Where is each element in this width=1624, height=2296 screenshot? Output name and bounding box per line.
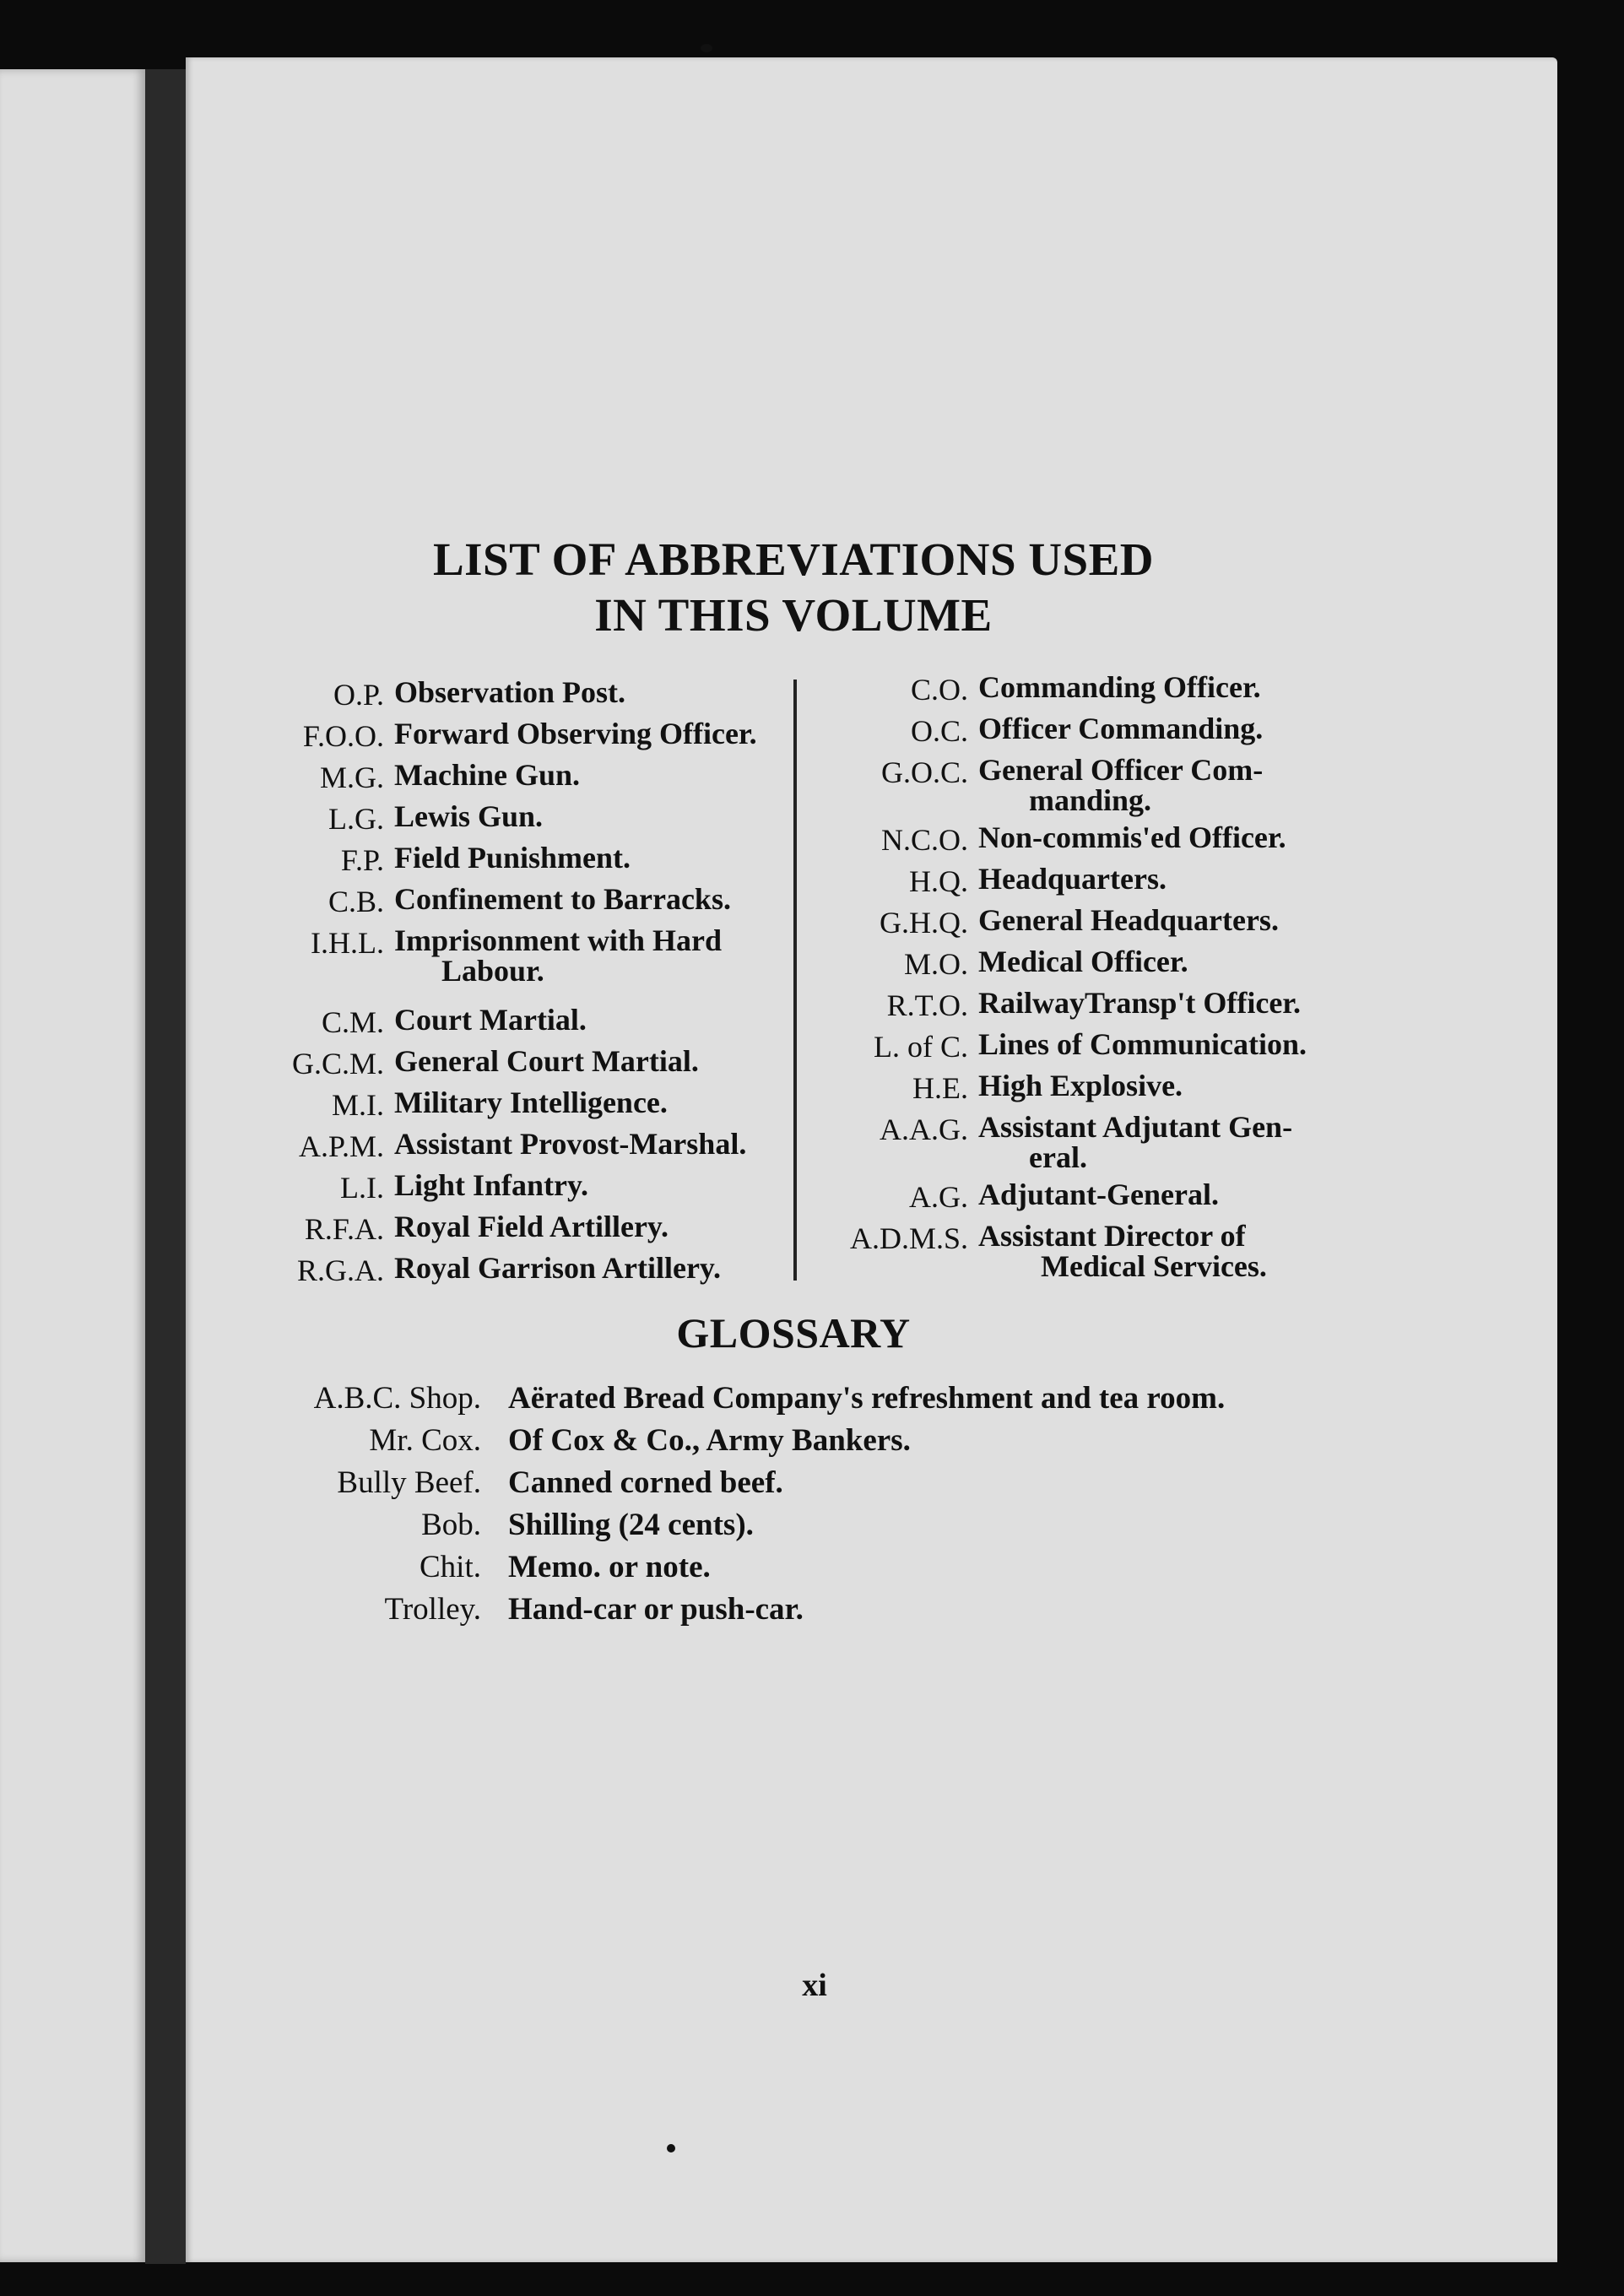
- page-title: [270, 532, 1317, 643]
- abbr-definition: Headquarters.: [978, 862, 1167, 896]
- book-spine: [145, 69, 186, 2264]
- abbr-definition: Light Infantry.: [394, 1168, 589, 1202]
- abbr-term: R.T.O.: [886, 988, 968, 1022]
- abbr-row: [810, 864, 1334, 905]
- abbr-term: M.O.: [903, 947, 968, 981]
- abbr-definition-continuation: manding.: [1029, 783, 1152, 817]
- abbr-row: [810, 1070, 1334, 1112]
- abbr-definition: Lines of Communication.: [978, 1027, 1307, 1061]
- glossary-term: A.B.C. Shop.: [313, 1381, 481, 1416]
- abbr-definition-line: Assistant Adjutant Gen-: [978, 1110, 1293, 1144]
- glossary-definition: Aërated Bread Company's refreshment and tea room.: [508, 1381, 1226, 1416]
- abbr-definition: Military Intelligence.: [394, 1086, 668, 1119]
- abbr-row: [810, 1179, 1334, 1221]
- glossary-definition: Canned corned beef.: [508, 1465, 783, 1500]
- glossary-row: [253, 1591, 1351, 1633]
- abbr-definition: Forward Observing Officer.: [394, 717, 757, 750]
- abbr-row: [245, 925, 793, 1004]
- abbr-term: O.C.: [910, 714, 968, 748]
- abbr-definition: Machine Gun.: [394, 758, 581, 792]
- abbr-definition: General Headquarters.: [978, 903, 1279, 937]
- abbr-term: A.P.M.: [298, 1129, 384, 1163]
- abbr-term: L. of C.: [874, 1030, 968, 1064]
- abbr-row: [245, 1211, 793, 1253]
- abbr-definition: Assistant Provost-Marshal.: [394, 1127, 747, 1161]
- abbr-row: [245, 1253, 793, 1294]
- abbr-definition: [978, 755, 1334, 815]
- abbr-row: [810, 755, 1334, 822]
- abbr-term: C.O.: [910, 673, 968, 707]
- abbr-row: [810, 988, 1334, 1029]
- abbr-term: G.O.C.: [880, 755, 968, 789]
- abbr-definition: Court Martial.: [394, 1003, 587, 1037]
- abbr-row: [810, 1112, 1334, 1179]
- abbr-definition: Medical Officer.: [978, 945, 1188, 978]
- abbr-row: [245, 718, 793, 760]
- abbr-definition: RailwayTransp't Officer.: [978, 986, 1301, 1020]
- abbr-row: [245, 1129, 793, 1170]
- abbr-term: N.C.O.: [880, 823, 968, 857]
- abbr-definition-continuation: eral.: [1029, 1140, 1087, 1174]
- abbr-row: [245, 1004, 793, 1046]
- abbr-definition: High Explosive.: [978, 1069, 1183, 1102]
- glossary-term: Bully Beef.: [337, 1465, 481, 1500]
- abbr-definition: Royal Garrison Artillery.: [394, 1251, 721, 1285]
- abbr-definition: Lewis Gun.: [394, 799, 544, 833]
- abbr-row: [810, 1221, 1334, 1288]
- abbr-term: I.H.L.: [311, 926, 384, 960]
- abbr-row: [245, 1170, 793, 1211]
- abbr-row: [245, 884, 793, 925]
- glossary-term: Trolley.: [384, 1592, 481, 1627]
- page-number: xi: [802, 1968, 827, 2003]
- abbreviations-right-column: [810, 672, 1334, 1288]
- glossary-heading: GLOSSARY: [676, 1309, 911, 1356]
- abbr-term: F.O.O.: [302, 719, 384, 753]
- abbr-row: [245, 842, 793, 884]
- abbr-definition: Commanding Officer.: [978, 670, 1261, 704]
- abbr-term: M.G.: [319, 761, 384, 794]
- abbr-definition: Field Punishment.: [394, 841, 631, 875]
- abbr-definition: Adjutant-General.: [978, 1178, 1219, 1211]
- abbr-definition: Officer Commanding.: [978, 712, 1264, 745]
- abbreviations-left-column: [245, 677, 793, 1294]
- glossary-term: Bob.: [421, 1508, 481, 1542]
- column-divider: [793, 680, 797, 1281]
- abbr-row: [810, 946, 1334, 988]
- glossary-row: [253, 1507, 1351, 1549]
- title-line-1: LIST OF ABBREVIATIONS USED: [432, 533, 1155, 585]
- title-line-2: IN THIS VOLUME: [594, 589, 993, 641]
- abbr-definition: Confinement to Barracks.: [394, 882, 731, 916]
- abbr-term: G.C.M.: [291, 1047, 384, 1080]
- abbr-row: [810, 1029, 1334, 1070]
- abbr-definition-continuation: Medical Services.: [1041, 1249, 1267, 1283]
- abbr-definition-line: Assistant Director of: [978, 1219, 1246, 1253]
- abbr-term: C.B.: [328, 885, 384, 918]
- glossary-definition: Memo. or note.: [508, 1550, 711, 1584]
- abbr-term: L.G.: [328, 802, 384, 836]
- scan-speck: [701, 44, 712, 52]
- abbr-definition-line: Imprisonment with Hard: [394, 923, 723, 957]
- abbr-term: A.A.G.: [880, 1113, 968, 1146]
- glossary-row: [253, 1422, 1351, 1465]
- abbr-row: [245, 1046, 793, 1087]
- abbr-row: [810, 672, 1334, 713]
- abbr-term: R.G.A.: [296, 1254, 384, 1287]
- abbr-row: [245, 760, 793, 801]
- abbr-definition: Non-commis'ed Officer.: [978, 820, 1286, 854]
- glossary-definition: Shilling (24 cents).: [508, 1508, 754, 1542]
- abbr-definition: [978, 1221, 1334, 1281]
- facing-page-edge: [0, 69, 145, 2262]
- abbr-definition: Observation Post.: [394, 675, 625, 709]
- abbr-term: C.M.: [321, 1005, 384, 1039]
- glossary-definition: Of Cox & Co., Army Bankers.: [508, 1423, 911, 1458]
- abbr-term: H.Q.: [909, 864, 968, 898]
- abbr-term: R.F.A.: [304, 1212, 384, 1246]
- scan-speck: [667, 2144, 675, 2152]
- abbr-row: [245, 677, 793, 718]
- glossary-row: [253, 1380, 1351, 1422]
- abbr-definition: [978, 1112, 1334, 1172]
- glossary-term: Mr. Cox.: [369, 1423, 481, 1458]
- abbr-row: [810, 905, 1334, 946]
- abbr-term: F.P.: [340, 843, 384, 877]
- abbr-term: G.H.Q.: [880, 906, 968, 940]
- abbr-term: H.E.: [912, 1071, 968, 1105]
- abbr-definition: Royal Field Artillery.: [394, 1210, 669, 1243]
- glossary-term: Chit.: [420, 1550, 481, 1584]
- glossary-definition: Hand-car or push-car.: [508, 1592, 804, 1627]
- abbr-term: A.G.: [909, 1180, 968, 1214]
- abbr-term: O.P.: [333, 678, 384, 712]
- abbr-row: [245, 801, 793, 842]
- abbr-row: [810, 713, 1334, 755]
- abbr-term: A.D.M.S.: [849, 1221, 968, 1255]
- glossary-list: [253, 1380, 1351, 1633]
- abbr-definition: General Court Martial.: [394, 1044, 699, 1078]
- abbr-definition-continuation: Labour.: [441, 954, 544, 988]
- abbr-definition-line: General Officer Com-: [978, 753, 1264, 787]
- abbr-term: L.I.: [340, 1171, 384, 1205]
- abbr-term: M.I.: [332, 1088, 384, 1122]
- abbr-row: [245, 1087, 793, 1129]
- glossary-row: [253, 1465, 1351, 1507]
- abbr-row: [810, 822, 1334, 864]
- glossary-row: [253, 1549, 1351, 1591]
- abbr-definition: [394, 925, 793, 986]
